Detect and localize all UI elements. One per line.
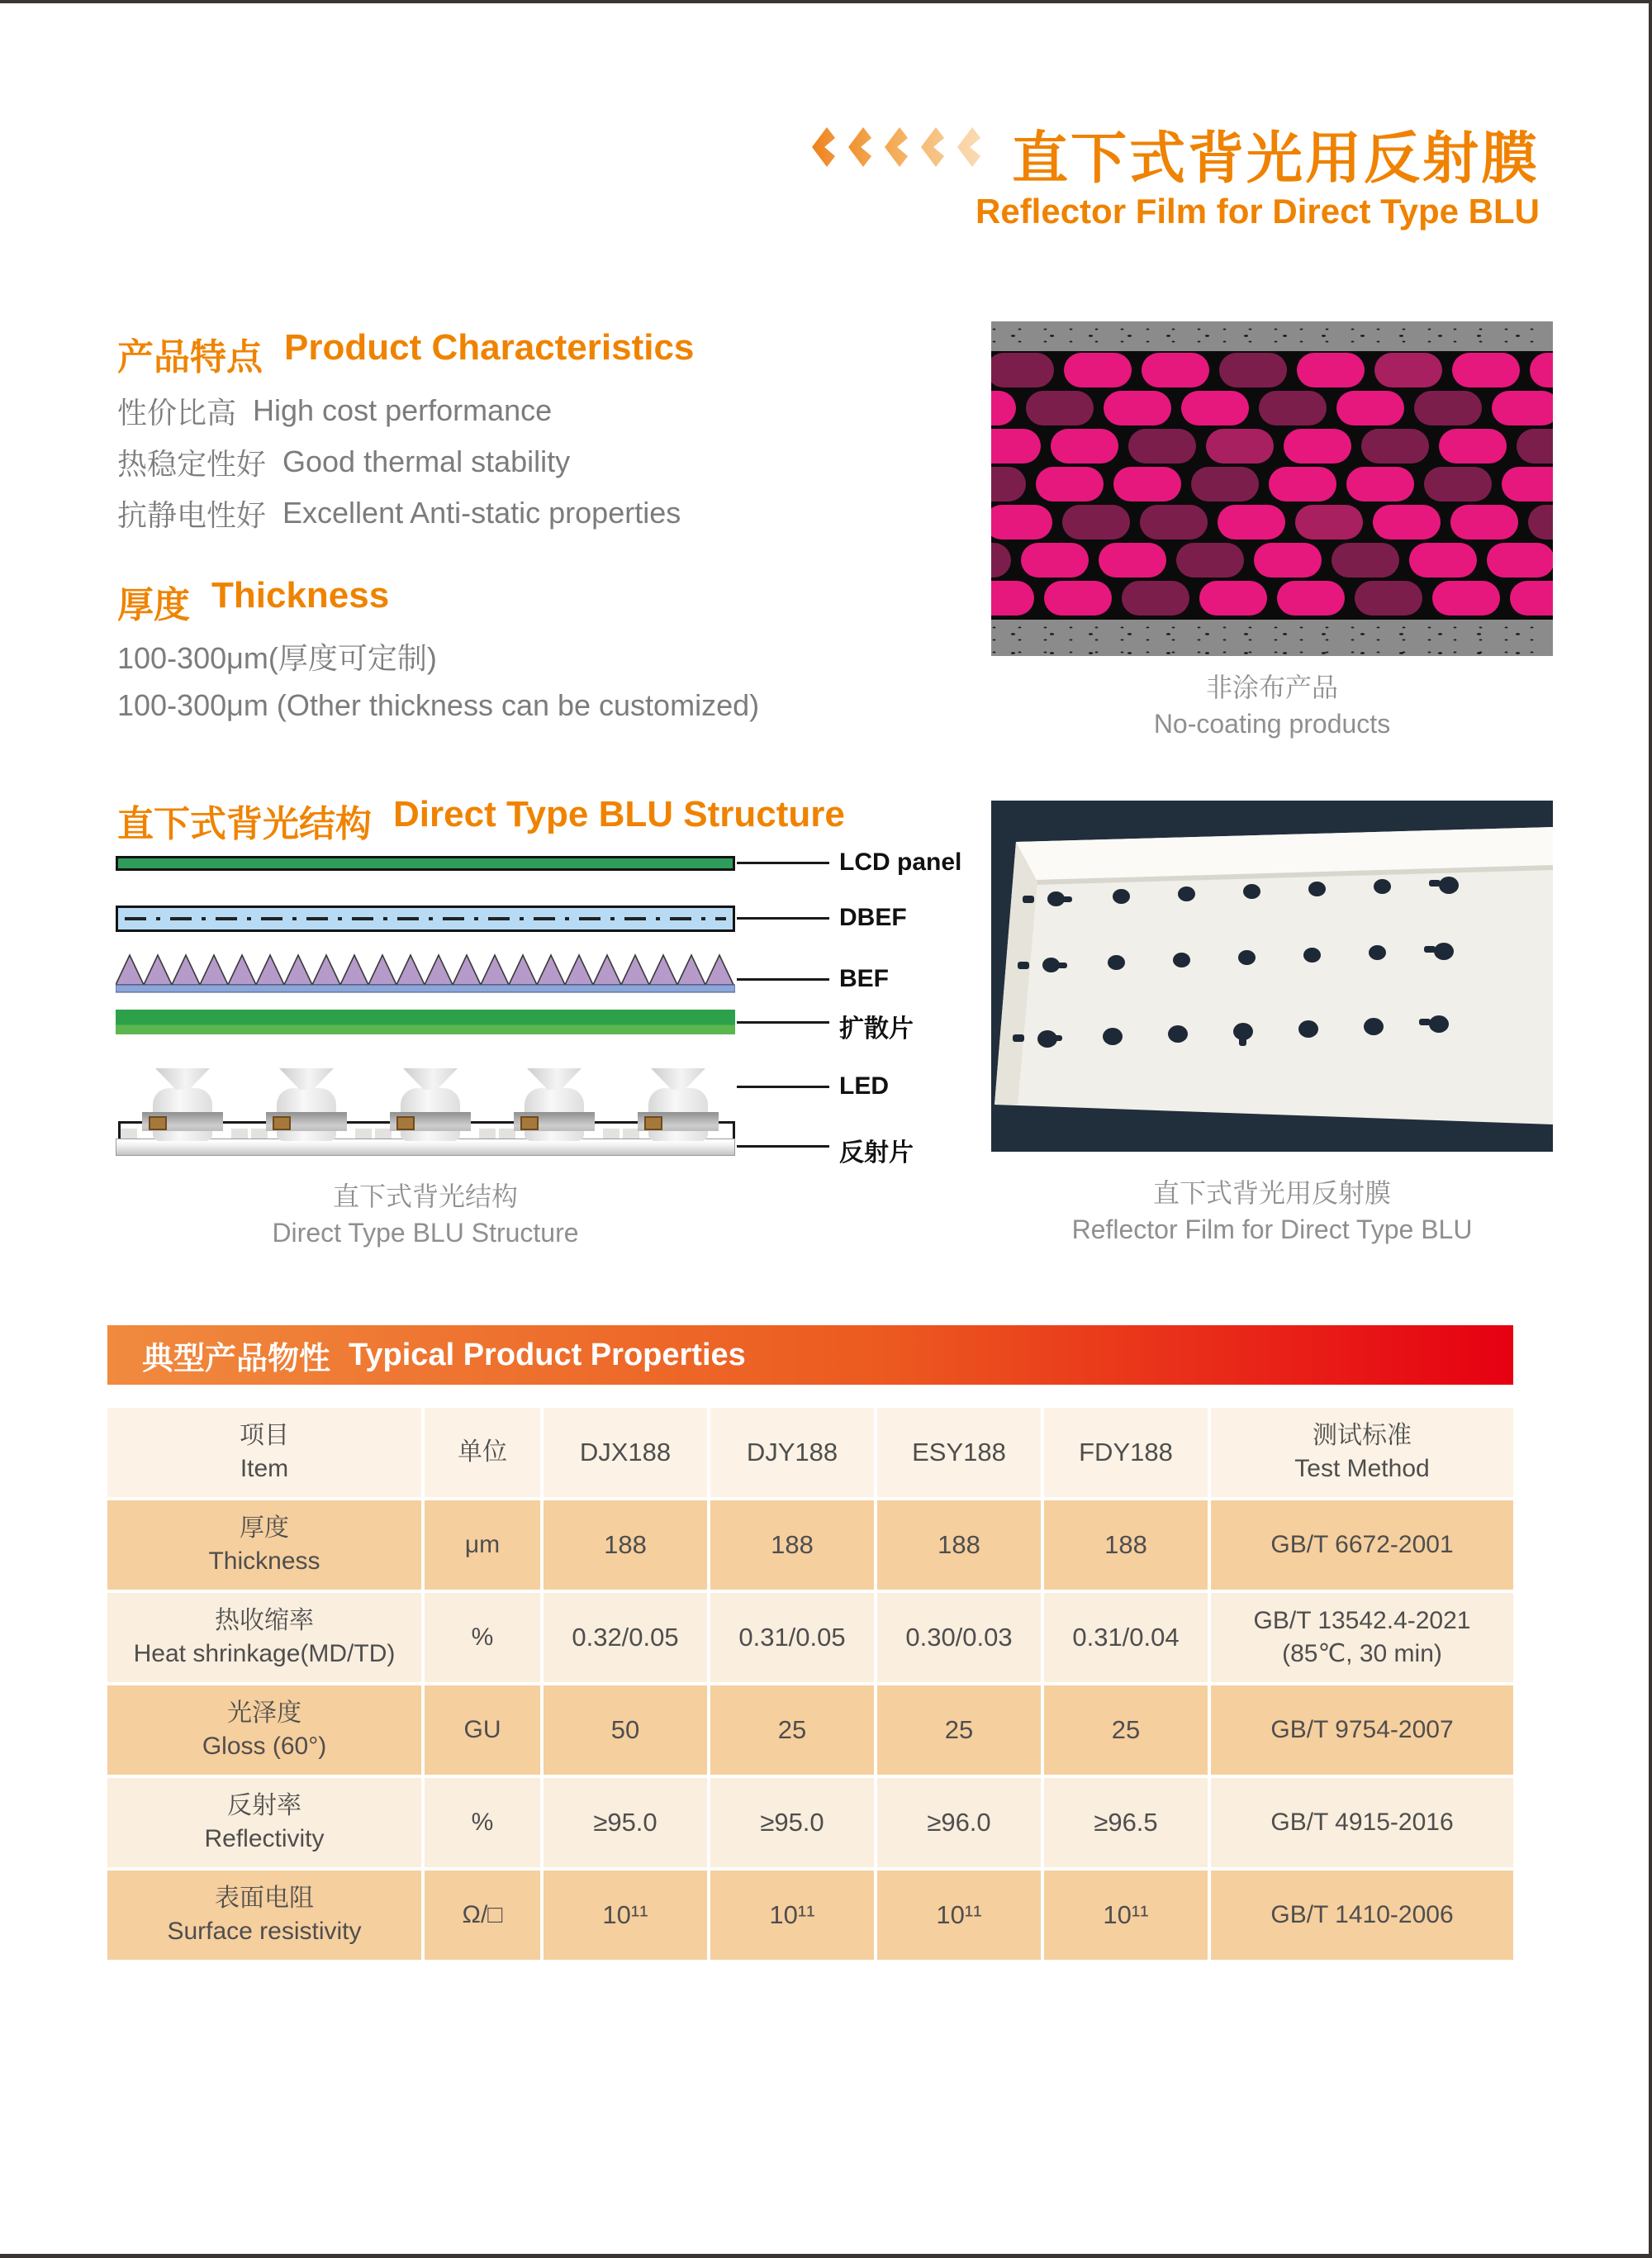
col-header-product — [544, 1408, 707, 1497]
cell-line: Gloss (60°) — [202, 1733, 327, 1760]
film-pill — [1297, 353, 1365, 387]
cell-line: GB/T 9754-2007 — [1270, 1716, 1454, 1743]
film-pill — [1142, 353, 1209, 387]
film-pill — [1332, 543, 1399, 578]
page-title: 直下式背光用反射膜 — [1011, 127, 1540, 190]
row-value — [877, 1871, 1041, 1960]
film-pill — [1128, 429, 1196, 463]
cell-line: 10¹¹ — [769, 1900, 815, 1929]
dbef-dashdot-line — [125, 917, 726, 920]
film-pill — [1176, 543, 1244, 578]
film-pill — [991, 467, 1026, 502]
structure-heading-en: Direct Type BLU Structure — [393, 794, 845, 834]
row-value — [1044, 1593, 1208, 1682]
cell-line: GU — [463, 1716, 501, 1743]
film-pill — [1374, 353, 1442, 387]
row-value — [1044, 1685, 1208, 1775]
cell-line: ≥96.5 — [1094, 1808, 1158, 1837]
tray-dot-dash — [1018, 962, 1029, 969]
col-header-item — [107, 1408, 421, 1497]
cell-line: 光泽度 — [227, 1699, 301, 1727]
film-pill — [1259, 391, 1327, 425]
leader-line-reflector — [737, 1145, 829, 1148]
cell-line: GB/T 1410-2006 — [1270, 1901, 1454, 1928]
led-solder-chip — [396, 1116, 415, 1130]
row-value — [710, 1685, 874, 1775]
chevron-left-icon — [957, 127, 987, 167]
no-coating-product-photo — [991, 321, 1553, 656]
led-wire-right-end — [733, 1121, 735, 1140]
leader-line-led — [737, 1086, 829, 1088]
row-test-method — [1211, 1778, 1513, 1867]
led-solder-chip — [149, 1116, 167, 1130]
characteristic-item-en: Excellent Anti-static properties — [282, 496, 681, 530]
cell-line: Ω/□ — [462, 1901, 503, 1928]
tray-dot — [1173, 953, 1190, 967]
cell-line: GB/T 4915-2016 — [1270, 1809, 1454, 1836]
row-unit — [425, 1685, 540, 1775]
reflector-film-photo — [991, 801, 1553, 1152]
no-coating-caption-en: No-coating products — [1153, 709, 1391, 739]
tray-dot-drip — [1239, 1034, 1246, 1046]
cell-line: GB/T 13542.4-2021 — [1253, 1607, 1471, 1634]
film-pill — [1277, 581, 1345, 616]
cell-line: Heat shrinkage(MD/TD) — [133, 1640, 396, 1667]
row-unit — [425, 1871, 540, 1960]
row-value — [710, 1593, 874, 1682]
diffuser-layer — [116, 1010, 735, 1034]
properties-banner — [107, 1325, 1513, 1385]
no-coating-caption-zh: 非涂布产品 — [1205, 673, 1338, 702]
row-value — [877, 1500, 1041, 1590]
cell-line: (85℃, 30 min) — [1282, 1640, 1442, 1667]
cell-line: μm — [464, 1531, 501, 1558]
row-value — [544, 1500, 707, 1590]
characteristic-item-en: Good thermal stability — [282, 444, 571, 478]
col-header-product — [710, 1408, 874, 1497]
characteristic-item — [117, 487, 681, 539]
thickness-lines — [117, 631, 759, 730]
tray-dot — [1374, 879, 1391, 894]
col-header-method — [1211, 1408, 1513, 1497]
film-pill — [1199, 581, 1267, 616]
structure-caption-zh: 直下式背光结构 — [332, 1181, 518, 1211]
cell-line: 10¹¹ — [936, 1900, 982, 1929]
tray-dot-tail — [1429, 880, 1441, 887]
characteristics-heading — [117, 327, 694, 380]
row-test-method — [1211, 1685, 1513, 1775]
cell-line: 测试标准 — [1313, 1422, 1412, 1449]
characteristic-item — [117, 385, 681, 436]
cell-line: % — [471, 1809, 494, 1836]
cell-line: Thickness — [208, 1547, 320, 1575]
pcb-tab — [375, 1129, 392, 1139]
film-pill — [991, 429, 1041, 463]
cell-line: ≥96.0 — [927, 1808, 991, 1837]
pcb-tab — [479, 1129, 496, 1139]
led-lens-funnel — [279, 1068, 334, 1090]
cell-line: 0.31/0.04 — [1072, 1623, 1180, 1652]
film-pill — [1254, 543, 1322, 578]
structure-caption-en: Direct Type BLU Structure — [272, 1218, 579, 1248]
tray-dot — [1298, 1020, 1318, 1038]
reflector-caption-zh: 直下式背光用反射膜 — [1152, 1178, 1391, 1208]
cell-line: 25 — [1111, 1715, 1141, 1744]
tray-dot — [1103, 1028, 1123, 1045]
row-item-name — [107, 1685, 421, 1775]
bef-layer — [116, 953, 735, 995]
characteristics-heading-zh: 产品特点 — [117, 337, 263, 378]
tray-dot — [1429, 1015, 1449, 1033]
cell-line: DJX188 — [579, 1438, 672, 1467]
film-pill — [1355, 581, 1422, 616]
film-pill — [1099, 543, 1166, 578]
cell-line: GB/T 6672-2001 — [1270, 1531, 1454, 1558]
cell-line: 188 — [1104, 1530, 1147, 1559]
row-value — [544, 1593, 707, 1682]
row-test-method — [1211, 1500, 1513, 1590]
cell-line: 25 — [944, 1715, 974, 1744]
reflector-caption — [991, 1175, 1553, 1248]
row-unit — [425, 1500, 540, 1590]
leader-line-diffuser — [737, 1021, 829, 1024]
film-pill — [1510, 581, 1553, 616]
col-header-product — [1044, 1408, 1208, 1497]
pcb-tab — [355, 1129, 372, 1139]
row-value — [710, 1500, 874, 1590]
row-value — [544, 1871, 707, 1960]
film-pill — [1409, 543, 1477, 578]
cell-line: FDY188 — [1079, 1438, 1173, 1467]
cell-line: 188 — [771, 1530, 814, 1559]
chevron-left-icon — [848, 127, 878, 167]
film-pill — [1439, 429, 1507, 463]
layer-label-reflector: 反射片 — [839, 1139, 914, 1167]
film-pill — [1122, 581, 1189, 616]
film-pill — [1432, 581, 1500, 616]
row-test-method — [1211, 1871, 1513, 1960]
pill-pattern — [991, 351, 1553, 620]
cell-line: 0.32/0.05 — [572, 1623, 679, 1652]
film-pill — [1206, 429, 1274, 463]
film-pill — [1021, 543, 1089, 578]
tray-dot-tail — [1062, 896, 1072, 902]
cell-line: 表面电阻 — [215, 1885, 314, 1912]
row-value — [877, 1778, 1041, 1867]
row-value — [544, 1778, 707, 1867]
properties-banner-zh: 典型产品物性 — [142, 1341, 331, 1376]
page-subtitle: Reflector Film for Direct Type BLU — [976, 192, 1540, 231]
tray-dot — [1113, 889, 1130, 904]
film-pill — [1044, 581, 1112, 616]
layer-label-bef: BEF — [839, 965, 889, 992]
structure-heading-zh: 直下式背光结构 — [117, 804, 372, 844]
film-pill — [1452, 353, 1520, 387]
film-pill — [1051, 429, 1118, 463]
cell-line: Reflectivity — [204, 1825, 325, 1852]
film-pill — [1269, 467, 1336, 502]
led-lens-funnel — [651, 1068, 705, 1090]
row-value — [544, 1685, 707, 1775]
pcb-tab — [121, 1129, 137, 1139]
film-pill — [1191, 467, 1259, 502]
row-item-name — [107, 1593, 421, 1682]
cell-line: Surface resistivity — [167, 1918, 362, 1945]
film-pill — [1295, 505, 1363, 540]
reflector-sheet-layer — [116, 1139, 735, 1156]
row-value — [877, 1685, 1041, 1775]
characteristic-item-zh: 抗静电性好 — [117, 497, 267, 532]
thickness-heading — [117, 575, 389, 628]
layer-label-lcd: LCD panel — [839, 849, 962, 876]
film-pill — [1336, 391, 1404, 425]
led-solder-chip — [273, 1116, 291, 1130]
lcd-panel-layer — [116, 856, 735, 871]
film-pill — [1140, 505, 1208, 540]
cell-line: 反射率 — [227, 1792, 301, 1819]
characteristic-item-en: High cost performance — [253, 393, 553, 427]
layer-label-diffuser: 扩散片 — [839, 1015, 914, 1043]
led-lens-funnel — [403, 1068, 458, 1090]
tray-dot — [1369, 945, 1386, 960]
photo-top-band — [991, 321, 1553, 351]
tray-dot — [1308, 882, 1326, 896]
reflector-caption-en: Reflector Film for Direct Type BLU — [1071, 1215, 1473, 1244]
tray-dot-tail — [1419, 1019, 1431, 1025]
photo-bottom-band — [991, 620, 1553, 656]
tray-dot-tail — [1424, 946, 1436, 953]
film-pill — [1062, 505, 1130, 540]
header-chevrons-icon — [812, 127, 987, 167]
properties-table — [107, 1408, 1513, 1960]
film-pill — [1181, 391, 1249, 425]
led-lens-funnel — [527, 1068, 582, 1090]
cell-line: 0.31/0.05 — [738, 1623, 846, 1652]
thickness-heading-en: Thickness — [211, 575, 390, 616]
cell-line: % — [471, 1623, 494, 1651]
film-pill — [1502, 467, 1553, 502]
tray-dot — [1108, 955, 1125, 970]
row-item-name — [107, 1500, 421, 1590]
cell-line: Item — [240, 1455, 289, 1482]
film-pill — [1487, 543, 1553, 578]
film-pill — [991, 581, 1034, 616]
row-test-method — [1211, 1593, 1513, 1682]
row-value — [1044, 1500, 1208, 1590]
film-pill — [991, 391, 1016, 425]
tray-dot — [1303, 948, 1321, 963]
cell-line: 50 — [610, 1715, 640, 1744]
tray-dot — [1168, 1025, 1188, 1043]
cell-line: 188 — [938, 1530, 980, 1559]
film-pill — [1450, 505, 1518, 540]
row-value — [1044, 1871, 1208, 1960]
cell-line: ESY188 — [912, 1438, 1006, 1467]
no-coating-caption — [991, 669, 1553, 742]
tray-dot-tail — [1057, 963, 1067, 968]
row-value — [877, 1593, 1041, 1682]
pcb-tab — [623, 1129, 639, 1139]
tray-dot-dash — [1013, 1034, 1024, 1042]
cell-line: 10¹¹ — [1103, 1900, 1149, 1929]
pcb-tab — [499, 1129, 515, 1139]
film-pill — [1346, 467, 1414, 502]
film-pill — [1036, 467, 1104, 502]
col-header-product — [877, 1408, 1041, 1497]
row-unit — [425, 1778, 540, 1867]
cell-line: 188 — [604, 1530, 647, 1559]
leader-line-lcd — [737, 862, 829, 864]
led-solder-chip — [520, 1116, 539, 1130]
tray-dot — [1439, 877, 1459, 894]
characteristic-item-zh: 热稳定性好 — [117, 446, 267, 481]
film-pill — [1414, 391, 1482, 425]
leader-line-dbef — [737, 917, 829, 920]
characteristic-item — [117, 436, 681, 487]
tray-dot — [1238, 950, 1256, 965]
film-pill — [1064, 353, 1132, 387]
film-pill — [991, 353, 1054, 387]
layer-label-dbef: DBEF — [839, 904, 907, 931]
tray-dot-tail — [1052, 1035, 1062, 1041]
cell-line: 厚度 — [240, 1514, 289, 1542]
cell-line: 单位 — [458, 1438, 507, 1466]
thickness-line: 100-300μm(厚度可定制) — [117, 640, 437, 675]
cell-line: ≥95.0 — [593, 1808, 657, 1837]
row-value — [1044, 1778, 1208, 1867]
row-value — [710, 1871, 874, 1960]
cell-line: 热收缩率 — [215, 1607, 314, 1634]
film-pill — [1104, 391, 1171, 425]
film-pill — [1361, 429, 1429, 463]
cell-line: 0.30/0.03 — [905, 1623, 1013, 1652]
chevron-left-icon — [812, 127, 842, 167]
tray-dot-dash — [1023, 896, 1034, 903]
pcb-tab — [603, 1129, 620, 1139]
characteristics-heading-en: Product Characteristics — [284, 327, 695, 368]
row-item-name — [107, 1778, 421, 1867]
thickness-line: 100-300μm (Other thickness can be customized) — [117, 688, 760, 722]
thickness-heading-zh: 厚度 — [117, 585, 190, 625]
film-pill — [1492, 391, 1553, 425]
film-pill — [1026, 391, 1094, 425]
film-pill — [1528, 505, 1553, 540]
layer-label-led: LED — [839, 1072, 889, 1100]
cell-line: 项目 — [240, 1422, 289, 1449]
film-pill — [991, 543, 1011, 578]
row-unit — [425, 1593, 540, 1682]
film-pill — [1517, 429, 1553, 463]
film-pill — [1373, 505, 1441, 540]
row-item-name — [107, 1871, 421, 1960]
film-pill — [1424, 467, 1492, 502]
cell-line: 10¹¹ — [602, 1900, 648, 1929]
col-header-unit — [425, 1408, 540, 1497]
film-pill — [1284, 429, 1351, 463]
tray-dot — [1434, 943, 1454, 960]
tray-dot — [1364, 1018, 1384, 1035]
cell-line: 25 — [777, 1715, 807, 1744]
led-solder-chip — [644, 1116, 662, 1130]
properties-banner-en: Typical Product Properties — [349, 1337, 746, 1372]
pcb-tab — [251, 1129, 268, 1139]
dbef-layer — [116, 906, 735, 932]
film-pill — [1219, 353, 1287, 387]
film-pill — [1530, 353, 1553, 387]
pcb-tab — [231, 1129, 248, 1139]
film-pill — [991, 505, 1052, 540]
cell-line: Test Method — [1294, 1455, 1430, 1482]
row-value — [710, 1778, 874, 1867]
blu-structure-diagram — [116, 846, 962, 1170]
leader-line-bef — [737, 978, 829, 981]
film-pill — [1218, 505, 1285, 540]
chevron-left-icon — [921, 127, 951, 167]
characteristics-list — [117, 385, 681, 539]
cell-line: ≥95.0 — [760, 1808, 824, 1837]
structure-heading — [117, 794, 845, 847]
tray-dot — [1243, 884, 1260, 899]
tray-dot — [1178, 887, 1195, 901]
structure-caption — [157, 1178, 694, 1251]
led-lens-funnel — [155, 1068, 210, 1090]
film-pill — [1113, 467, 1181, 502]
chevron-left-icon — [885, 127, 914, 167]
cell-line: DJY188 — [746, 1438, 838, 1467]
characteristic-item-zh: 性价比高 — [117, 395, 237, 430]
